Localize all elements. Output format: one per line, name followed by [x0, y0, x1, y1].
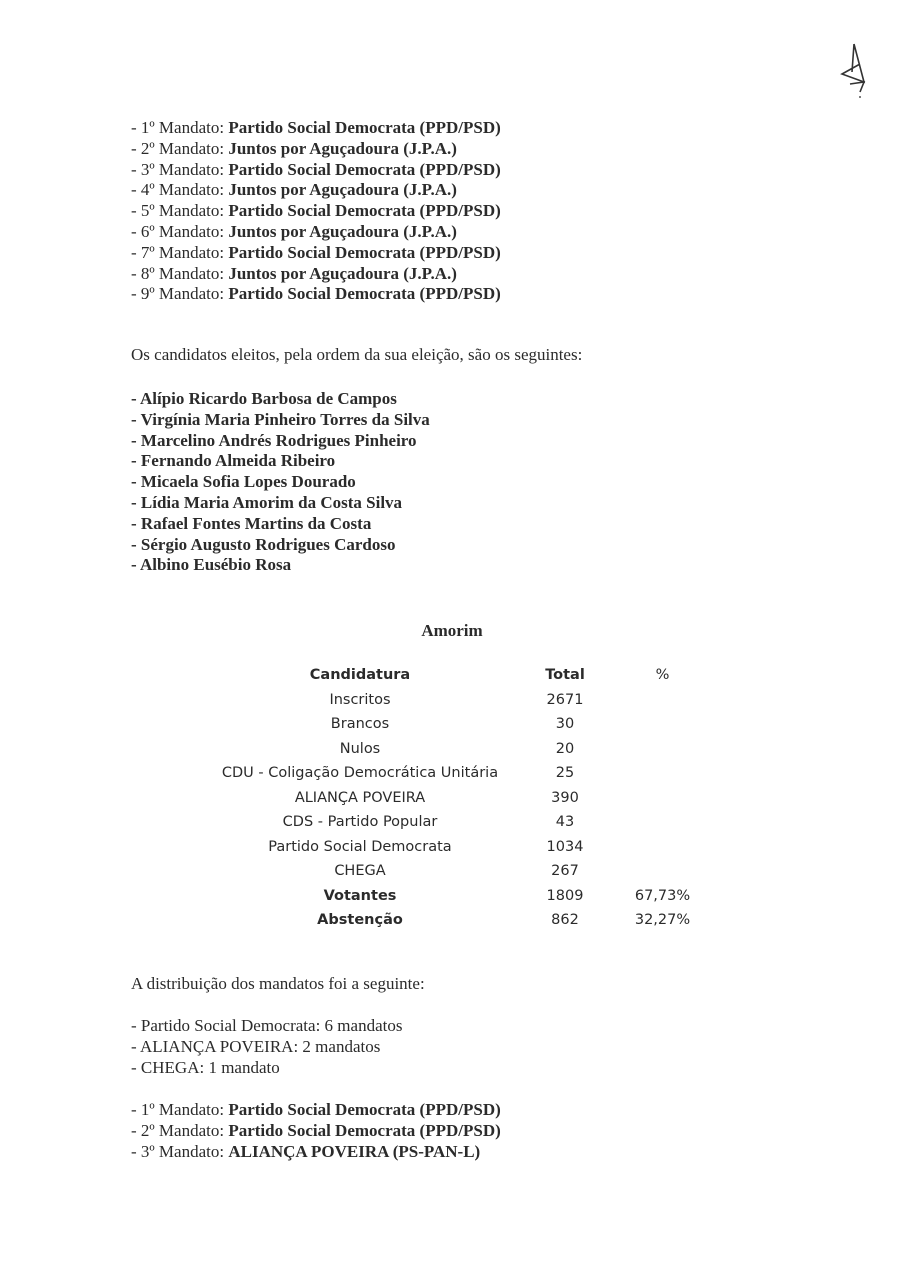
cell-total: 390: [551, 789, 579, 806]
eleito-item: - Marcelino Andrés Rodrigues Pinheiro: [131, 430, 417, 450]
cell-name: Votantes: [323, 887, 397, 904]
cell-pct: [615, 810, 710, 835]
mandato-line: - 3º Mandato: Partido Social Democrata (PPD/PSD): [131, 159, 501, 179]
cell-total: 43: [555, 814, 575, 831]
mandato-line: - 8º Mandato: Juntos por Aguçadoura (J.P.A.): [131, 263, 457, 283]
eleito-item: - Rafael Fontes Martins da Costa: [131, 513, 372, 533]
mandatos-list-1: [131, 118, 501, 305]
table-row: [205, 712, 710, 737]
distribuicao-list: [131, 1016, 402, 1078]
mandato-line: - 4º Mandato: Juntos por Aguçadoura (J.P.A.): [131, 180, 457, 200]
cell-name: CHEGA: [334, 863, 386, 880]
eleitos-list: [131, 389, 430, 576]
table-row: [205, 859, 710, 884]
cell-total: 20: [555, 740, 575, 757]
eleito-item: - Virgínia Maria Pinheiro Torres da Silva: [131, 409, 430, 429]
cell-name: Abstenção: [317, 912, 403, 929]
header-percent: %: [655, 667, 670, 684]
cell-pct: 32,27%: [634, 912, 691, 929]
cell-total: 2671: [546, 691, 584, 708]
table-row: [205, 835, 710, 860]
cell-name: Nulos: [339, 740, 381, 757]
table-row: [205, 737, 710, 762]
mandato-line: - 2º Mandato: Partido Social Democrata (PPD/PSD): [131, 1120, 501, 1140]
table-header-row: [205, 663, 710, 688]
distribuicao-item: - CHEGA: 1 mandato: [131, 1057, 280, 1077]
eleito-item: - Fernando Almeida Ribeiro: [131, 451, 336, 471]
cell-total: 30: [555, 716, 575, 733]
mandatos-list-2: [131, 1100, 501, 1162]
mandato-line: - 6º Mandato: Juntos por Aguçadoura (J.P.A.): [131, 221, 457, 241]
eleito-item: - Sérgio Augusto Rodrigues Cardoso: [131, 534, 396, 554]
cell-pct: [615, 688, 710, 713]
cell-total: 25: [555, 765, 575, 782]
cell-total: 267: [551, 863, 579, 880]
cell-name: Inscritos: [329, 691, 391, 708]
results-table: [205, 663, 710, 933]
cell-pct: [615, 835, 710, 860]
cell-pct: [615, 859, 710, 884]
mandato-line: - 9º Mandato: Partido Social Democrata (PPD/PSD): [131, 284, 501, 304]
mandato-line: - 3º Mandato: ALIANÇA POVEIRA (PS-PAN-L): [131, 1141, 481, 1161]
cell-name: Brancos: [330, 716, 390, 733]
eleitos-intro: Os candidatos eleitos, pela ordem da sua eleição, são os seguintes:: [131, 345, 583, 364]
eleito-item: - Albino Eusébio Rosa: [131, 555, 292, 575]
distribuicao-intro: A distribuição dos mandatos foi a seguinte:: [131, 974, 425, 993]
table-row: [205, 810, 710, 835]
mandato-line: - 5º Mandato: Partido Social Democrata (PPD/PSD): [131, 201, 501, 221]
cell-pct: 67,73%: [634, 887, 691, 904]
cell-name: Partido Social Democrata: [268, 838, 452, 855]
cell-pct: [615, 737, 710, 762]
table-title: Amorim: [421, 621, 483, 640]
eleito-item: - Alípio Ricardo Barbosa de Campos: [131, 389, 397, 408]
cell-pct: [615, 761, 710, 786]
table-row: [205, 908, 710, 933]
header-total: Total: [545, 667, 585, 684]
cell-name: ALIANÇA POVEIRA: [294, 789, 426, 806]
mandato-line: - 7º Mandato: Partido Social Democrata (PPD/PSD): [131, 242, 501, 262]
table-row: [205, 884, 710, 909]
cell-pct: [615, 786, 710, 811]
mandato-line: - 2º Mandato: Juntos por Aguçadoura (J.P.A.): [131, 138, 457, 158]
mandato-line: - 1º Mandato: Partido Social Democrata (PPD/PSD): [131, 118, 501, 137]
distribuicao-item: - Partido Social Democrata: 6 mandatos: [131, 1016, 403, 1035]
table-row: [205, 688, 710, 713]
cell-pct: [615, 712, 710, 737]
eleito-item: - Micaela Sofia Lopes Dourado: [131, 472, 356, 492]
table-row: [205, 761, 710, 786]
cell-total: 862: [551, 912, 579, 929]
cell-total: 1034: [546, 838, 584, 855]
cell-name: CDS - Partido Popular: [282, 814, 438, 831]
eleito-item: - Lídia Maria Amorim da Costa Silva: [131, 492, 403, 512]
distribuicao-item: - ALIANÇA POVEIRA: 2 mandatos: [131, 1036, 381, 1056]
table-row: [205, 786, 710, 811]
cell-name: CDU - Coligação Democrática Unitária: [221, 765, 499, 782]
header-candidatura: Candidatura: [309, 667, 411, 684]
mandato-line: - 1º Mandato: Partido Social Democrata (PPD/PSD): [131, 1100, 501, 1119]
cell-total: 1809: [546, 887, 584, 904]
handwritten-initials-icon: [838, 42, 878, 102]
